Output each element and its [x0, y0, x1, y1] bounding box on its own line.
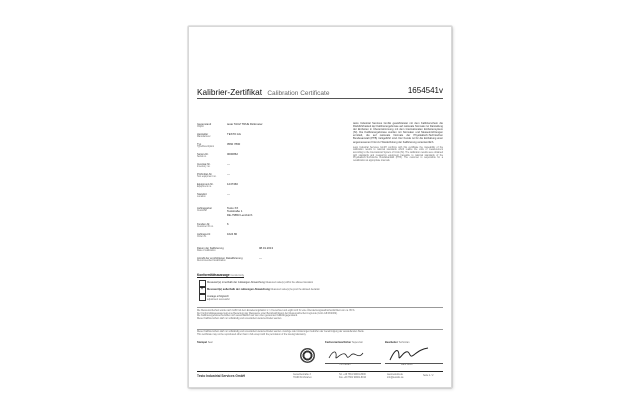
- field-row: [197, 223, 337, 233]
- field-label: [197, 233, 225, 239]
- field-label-en: Customer ID no.: [197, 226, 214, 229]
- footer-notes: Dieser Kalibrierschein darf nur vollständig und unverändert weiterverbreitet werden. Auszüge oder Änderungen bedürfen der Genehmigung der ausstellenden Stelle. This certificate may not be reproduced other than in full except with the permission of the issuing laboratory.: [197, 331, 365, 336]
- field-label: [197, 143, 225, 149]
- footer-rule: [197, 371, 443, 372]
- field-row: [197, 193, 337, 203]
- field-label-de: Serien-Nr.: [197, 153, 209, 156]
- technician-name: Mark Lebel: [401, 364, 413, 366]
- field-value: ---: [227, 192, 230, 196]
- adjustment-checkbox[interactable]: [199, 294, 206, 301]
- traceability-text-de: testo Industrial Services GmbH gewährleistet mit dem Kalibrierschein die Rückführbarkeit der Kalibrierergebnisse auf nationale Normale zur Darstellung der Einheiten in Übereinstimmung mit dem Internationalen Einheitensystem (SI). Die Kalibrierergebnisse wurden mit Normalen und Messeinrichtungen ermittelt, die auf nationale Normale der Physikalisch-Technischen Bundesanstalt (PTB) rückgeführt sind. Der Kunde ist für die Einhaltung einer angemessenen Frist zur Wiederholung der Kalibrierung verantwortlich.: [353, 122, 443, 144]
- field-label-de: Inventar-Nr.: [197, 163, 211, 166]
- field-value: TESTO AG: [227, 132, 241, 136]
- certificate-title: [197, 87, 329, 97]
- field-value: testo TACZ TRUE Dickmeter: [227, 122, 263, 126]
- field-row: [197, 247, 337, 257]
- field-label-de: Prüfmittel-Nr.: [197, 173, 213, 176]
- field-value: ---: [259, 256, 262, 260]
- field-label: [197, 173, 225, 179]
- header-rule: [197, 98, 443, 99]
- footer-address: Gewerbestraße 3 79199 Kirchzarten: [293, 374, 312, 379]
- footer-contact: Tel. +49 7661 90901-8000 Fax +49 7661 90901-8010: [339, 374, 367, 379]
- field-value: Testo XX Teststraße 1 DE-79853 Lenzkirch: [227, 206, 253, 217]
- field-row: [197, 133, 337, 143]
- field-label: [197, 183, 225, 189]
- field-label: [197, 247, 257, 253]
- field-value: 1624 80: [227, 232, 238, 236]
- field-label: [197, 207, 225, 213]
- field-label-en: Type/Description: [197, 146, 215, 149]
- technician-line: [385, 363, 443, 364]
- traceability-text-en: testo Industrial Services GmbH confirms with this certificate the traceability of the calibration results to national standards which realize the units of measurement according to the International System of Units (SI). The calibration results were obtained with standards and measuring equipment traceable to national standards of the Physikalisch-Technische Bundesanstalt (PTB). The customer is responsible for a recalibration at appropriate intervals.: [353, 146, 443, 163]
- field-label-en: Object: [197, 126, 204, 129]
- field-row: [197, 173, 337, 183]
- company-seal: [300, 348, 315, 363]
- field-label-de: Auftraggeber: [197, 207, 212, 210]
- adjustment-label: Justage erfolgreich adjustment successful: [207, 295, 230, 302]
- footer-notes-rule: [197, 329, 443, 330]
- field-row: [197, 143, 337, 153]
- field-label: [197, 123, 225, 129]
- traceability-statement: [353, 122, 443, 166]
- conformity-checkbox-beyond[interactable]: [199, 287, 206, 294]
- field-label-en: Manufacturer: [197, 136, 211, 139]
- stamp-label: Stempel Seal: [197, 341, 213, 344]
- note-line: Die Messunsicherheit wurde nach GUM mit dem Erweiterungsfaktor k = 2 berechnet und ergibt sich für eine Überdeckungswahrscheinlichkeit von ca. 95 %.: [197, 310, 356, 312]
- notes-rule: [197, 307, 443, 308]
- field-value: 08.01.2013: [259, 246, 273, 250]
- supervisor-name: Tim Fabian: [339, 364, 351, 366]
- field-label: [197, 133, 225, 139]
- field-row: [197, 257, 337, 267]
- field-row: [197, 207, 337, 217]
- field-label-de: Auftrags-Nr.: [197, 233, 211, 236]
- technician-label: Bearbeiter Technician: [385, 341, 410, 344]
- supervisor-signature: [327, 348, 369, 362]
- title-en: Calibration Certificate: [267, 90, 330, 97]
- field-row: [197, 123, 337, 133]
- conformity-option-within: Messwert(e) innerhalb der zulässigen Abweichung Measured value(s) within the allowed deviation: [207, 281, 314, 284]
- field-label-de: Hersteller: [197, 133, 209, 136]
- field-label-en: Recommended recalibration: [197, 260, 226, 263]
- technician-signature: [387, 345, 431, 363]
- field-value: 1247360: [227, 182, 238, 186]
- field-row: [197, 183, 337, 193]
- field-label-de: Equipment-Nr.: [197, 183, 214, 186]
- field-value: ---: [227, 162, 230, 166]
- field-value: 0000862: [227, 152, 238, 156]
- field-label-en: Order no.: [197, 236, 207, 239]
- field-row: [197, 153, 337, 163]
- field-row: [197, 233, 337, 243]
- field-row: [197, 163, 337, 173]
- field-label-de: Gegenstand: [197, 123, 212, 126]
- field-label-en: Customer: [197, 210, 207, 213]
- field-label-de: Typ: [197, 143, 202, 146]
- conformity-option-beyond: Messwert(e) außerhalb der zulässigen Abweichung Measured value(s) beyond the allowed deviation: [207, 288, 320, 291]
- footer-web: www.testotis.de info@testotis.de: [387, 374, 404, 379]
- field-label-de: Kunden-Nr.: [197, 223, 211, 226]
- certificate-page: [188, 26, 452, 388]
- field-label: [197, 163, 225, 169]
- field-label: [197, 193, 225, 199]
- note-line: Der Konformitätsaussage liegt eine Bewertung der Messwerte unter Berücksichtigung der Messunsicherheit zugrunde (ILAC-G8:03/2009).: [197, 312, 338, 315]
- note-line: Dieser Kalibrierschein darf nur vollständig und unverändert weiterverbreitet werden.: [197, 318, 282, 321]
- field-label-en: Location: [197, 196, 206, 199]
- field-label-de: Datum der Kalibrierung: [197, 247, 224, 250]
- field-label-en: Equipment no.: [197, 186, 212, 189]
- footer-company: Testo Industrial Services GmbH: [197, 374, 245, 378]
- conformity-title: Konformitätsaussage Conformity: [197, 273, 245, 277]
- footer-page: Seite 1 / 2: [423, 375, 434, 377]
- field-label-de: Standort: [197, 193, 207, 196]
- field-label: [197, 223, 225, 229]
- field-label-de: Anzahl der empfohlenen Rekalibrierung: [197, 257, 243, 260]
- title-de: Kalibrier-Zertifikat: [197, 87, 263, 97]
- field-label-en: Serial no.: [197, 156, 207, 159]
- field-value: 0560 7800: [227, 142, 241, 146]
- conformity-notes: [197, 310, 443, 321]
- field-label-en: Date of calibration: [197, 250, 216, 253]
- field-label-en: Test equipment no.: [197, 176, 217, 179]
- certificate-number: 1654541v: [407, 86, 443, 95]
- field-value: ---: [227, 172, 230, 176]
- field-label: [197, 153, 225, 159]
- supervisor-line: [325, 363, 381, 364]
- field-value: 6: [227, 222, 229, 226]
- field-label: [197, 257, 257, 263]
- supervisor-label: Fachverantwortlicher Supervisor: [325, 341, 363, 344]
- field-label-en: Inventory no.: [197, 166, 211, 169]
- note-line: Die Kalibrierergebnisse beziehen sich ausschließlich auf den oben genannten Kalibriergegenstand.: [197, 315, 298, 318]
